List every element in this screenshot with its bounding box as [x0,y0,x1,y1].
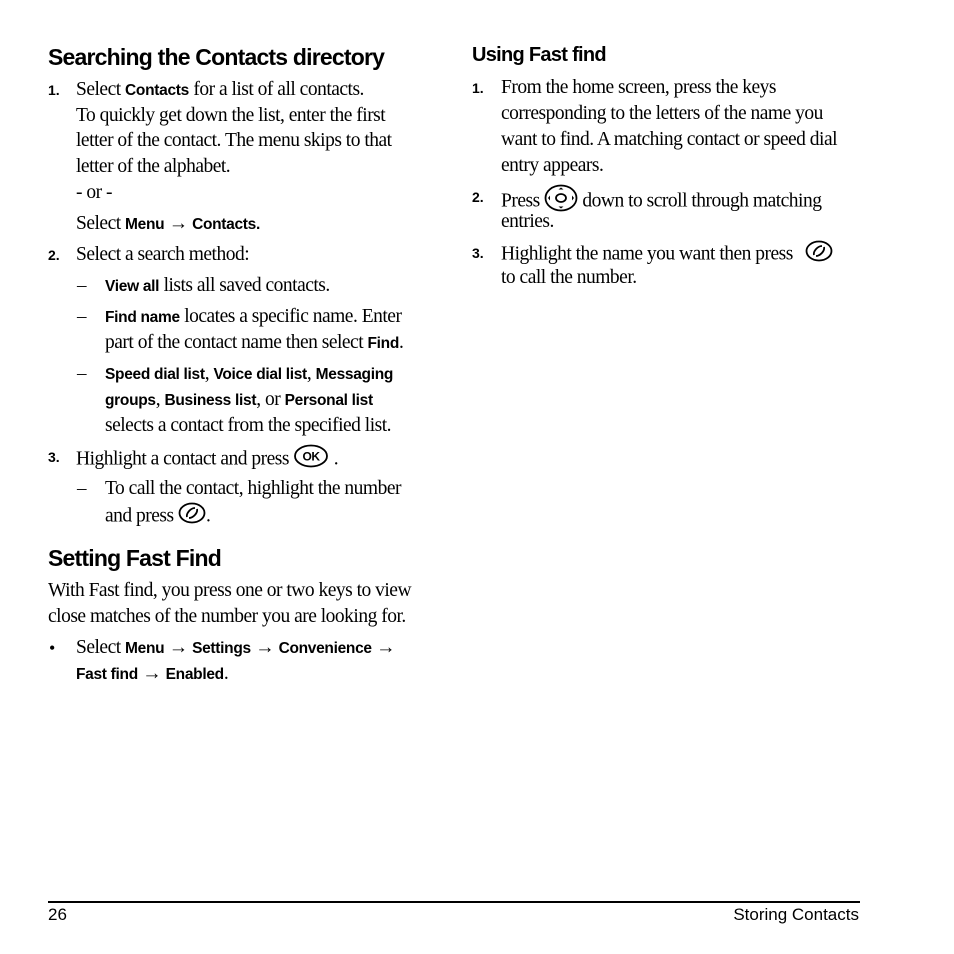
ok-key-label: OK [302,449,320,464]
option-lists-line-1: Speed dial list, Voice dial list, Messaging [105,363,394,384]
ok-key-icon [293,444,329,476]
call-note-line-1: To call the contact, highlight the number [105,478,402,499]
fast-step-1-line-4: entry appears. [501,155,604,176]
fast-step-1-line-3: want to find. A matching contact or speed dial [501,129,838,150]
ui-term: Convenience [278,640,372,657]
ui-term: Settings [192,640,251,657]
ui-term: Menu [125,216,165,233]
option-lists-line-2: groups, Business list, or Personal list [105,389,373,410]
ui-term: groups [105,392,156,409]
call-note-line-2: and press . [105,502,210,532]
fast-step-1-line-1: From the home screen, press the keys [501,77,776,98]
ui-term: Find [367,335,400,352]
ui-term: Fast find [76,666,138,683]
dash-marker: – [77,275,87,296]
intro-line-2: close matches of the number you are looking for. [48,606,406,627]
ui-term: Voice dial list [213,366,307,383]
ui-term: Speed dial list [105,366,205,383]
fast-step-2-line-1: Press down to scroll through matching [501,184,821,220]
ui-term: Menu [125,640,165,657]
step-1-line-menu: Select Menu → Contacts. [76,213,260,234]
ui-term: Contacts [125,82,189,99]
heading-using-fast-find: Using Fast find [472,44,606,66]
ui-term: Enabled [165,666,224,683]
dash-marker: – [77,363,87,384]
ui-term: Personal list [284,392,373,409]
heading-setting-fast-find: Setting Fast Find [48,545,221,571]
fast-step-2-line-2: entries. [501,211,554,232]
step-number: 1. [472,80,484,96]
fast-step-3-line-1: Highlight the name you want then press [501,240,833,270]
intro-line-1: With Fast find, you press one or two keys to view [48,580,412,601]
step-1-line-4: letter of the alphabet. [76,156,231,177]
step-1-line-1: Select Contacts for a list of all contacts. [76,79,364,100]
step-1-line-2: To quickly get down the list, enter the first [76,105,386,126]
step-3-text: Highlight a contact and press OK . [76,444,338,476]
ui-term: Contacts. [192,216,260,233]
step-2-text: Select a search method: [76,244,250,265]
ui-term: Find name [105,309,180,326]
heading-searching-contacts: Searching the Contacts directory [48,44,385,70]
option-view-all: View all lists all saved contacts. [105,275,330,296]
option-find-name-line-2: part of the contact name then select Find. [105,332,404,353]
step-1-line-3: letter of the contact. The menu skips to that [76,130,392,151]
ui-term: Business list [164,392,257,409]
fast-step-3-line-2: to call the number. [501,267,637,288]
step-number: 3. [472,245,484,261]
ui-term: Messaging [315,366,394,383]
footer-section-title: Storing Contacts [733,905,859,924]
step-number: 1. [48,82,60,98]
fast-step-1-line-2: corresponding to the letters of the name you [501,103,823,124]
option-lists-line-3: selects a contact from the specified list. [105,415,392,436]
footer-rule [48,901,860,903]
send-key-icon [805,240,833,270]
send-key-icon [178,502,206,532]
page-number: 26 [48,905,67,924]
step-number: 2. [472,189,484,205]
step-1-or: - or - [76,182,112,203]
step-number: 2. [48,247,60,263]
dash-marker: – [77,478,87,499]
dash-marker: – [77,306,87,327]
ui-term: View all [105,278,160,295]
bullet-line-1: Select Menu → Settings → Convenience → [76,637,396,658]
option-find-name: Find name locates a specific name. Enter [105,306,402,327]
bullet-line-2: Fast find → Enabled. [76,663,229,684]
bullet-marker: • [49,638,56,658]
step-number: 3. [48,449,60,465]
